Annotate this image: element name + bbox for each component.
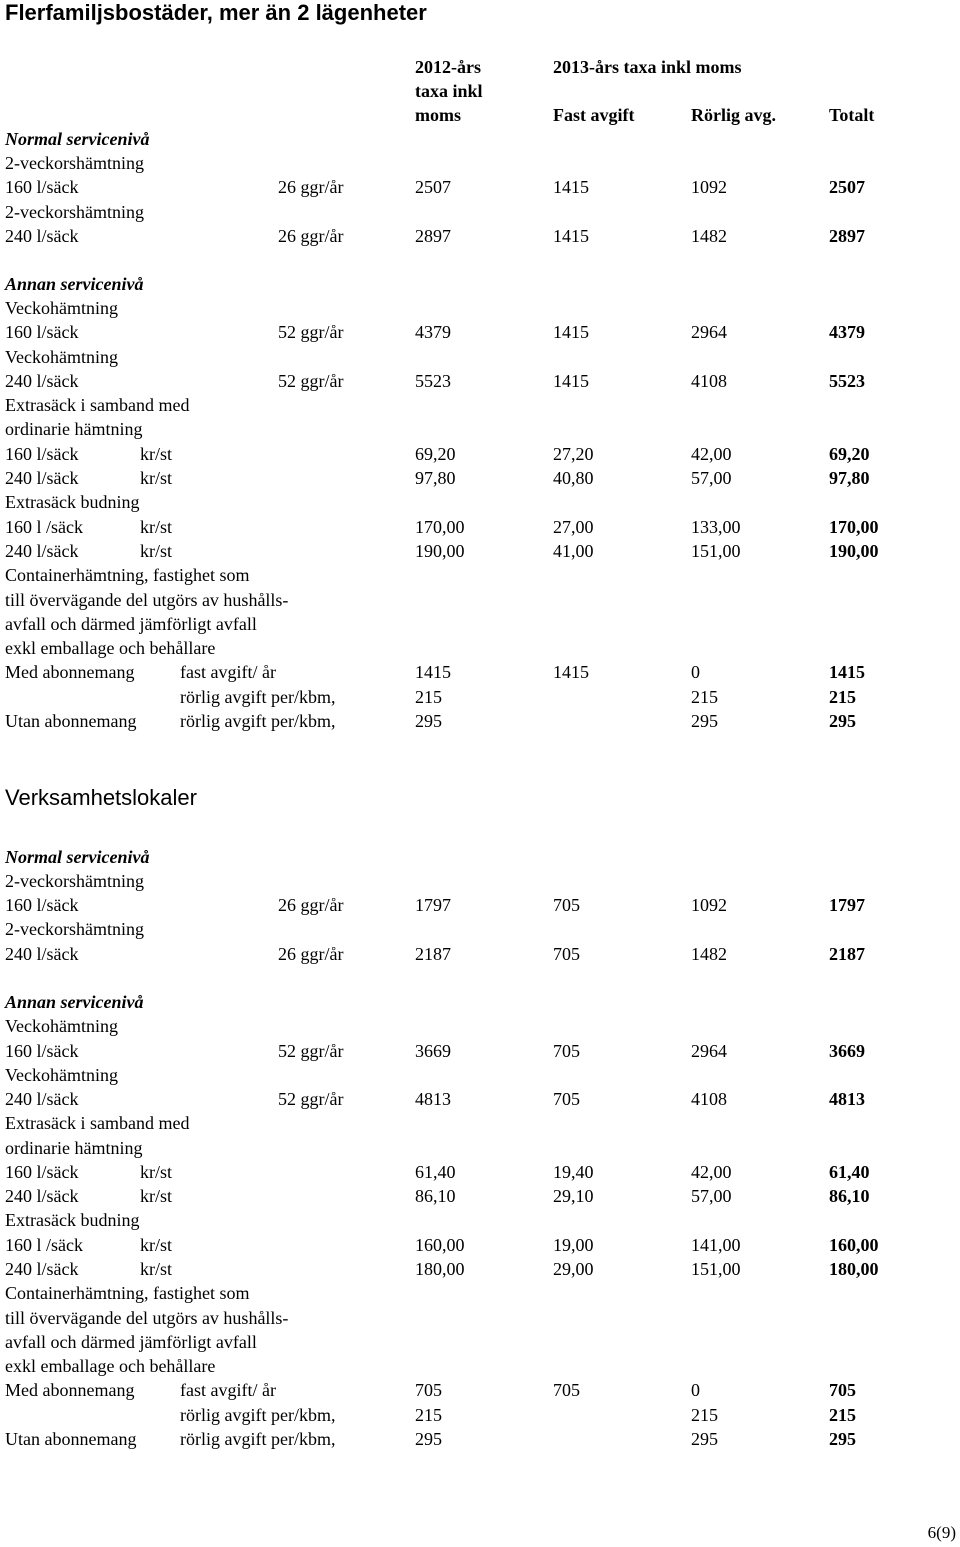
s1-row-totalt: 69,20 <box>829 444 870 464</box>
s2-row-2012: 295 <box>415 1429 442 1449</box>
s1-row-rorlig: 1092 <box>691 177 727 197</box>
s2-row-totalt: 4813 <box>829 1089 865 1109</box>
s2-row-fast: 705 <box>553 944 580 964</box>
s1-row-totalt: 97,80 <box>829 468 870 488</box>
s1-row-totalt: 190,00 <box>829 541 879 561</box>
s2-extrasack-budning-heading: Extrasäck budning <box>5 1210 140 1230</box>
s2-row-label: 160 l /säck <box>5 1235 83 1255</box>
s2-row-rorlig: 57,00 <box>691 1186 732 1206</box>
s1-row-label: 240 l/säck <box>5 541 79 561</box>
s1-row-rorlig: 215 <box>691 687 718 707</box>
s1-row-totalt: 215 <box>829 687 856 707</box>
s1-row-frequency: 26 ggr/år <box>278 177 344 197</box>
s1-row-totalt: 170,00 <box>829 517 879 537</box>
s2-row-totalt: 86,10 <box>829 1186 870 1206</box>
s2-row-fast: 705 <box>553 1041 580 1061</box>
s2-row-unit: rörlig avgift per/kbm, <box>180 1429 336 1449</box>
s1-annan-servicenivå: Annan servicenivå <box>5 274 144 294</box>
s1-row-rorlig: 42,00 <box>691 444 732 464</box>
s1-row-unit: kr/st <box>140 468 173 488</box>
s1-row-fast: 1415 <box>553 322 589 342</box>
s2-row-label: Veckohämtning <box>5 1065 118 1085</box>
s2-row-totalt: 3669 <box>829 1041 865 1061</box>
s2-row-totalt: 160,00 <box>829 1235 879 1255</box>
s1-container-heading: Containerhämtning, fastighet som <box>5 565 250 585</box>
s2-row-label: 2-veckorshämtning <box>5 871 144 891</box>
s1-row-2012: 97,80 <box>415 468 456 488</box>
s2-row-unit: kr/st <box>140 1162 173 1182</box>
s2-row-2012: 3669 <box>415 1041 451 1061</box>
s1-row-label: 240 l/säck <box>5 468 79 488</box>
s2-row-2012: 61,40 <box>415 1162 456 1182</box>
s2-row-unit: kr/st <box>140 1235 173 1255</box>
s1-row-label: 160 l /säck <box>5 517 83 537</box>
s1-row-rorlig: 57,00 <box>691 468 732 488</box>
s1-row-label: 160 l/säck <box>5 177 79 197</box>
s1-row-rorlig: 151,00 <box>691 541 741 561</box>
s2-row-rorlig: 141,00 <box>691 1235 741 1255</box>
s2-row-totalt: 180,00 <box>829 1259 879 1279</box>
s1-row-rorlig: 133,00 <box>691 517 741 537</box>
s2-row-label: 2-veckorshämtning <box>5 919 144 939</box>
s1-extrasack-budning-heading: Extrasäck budning <box>5 492 140 512</box>
s1-row-2012: 2897 <box>415 226 451 246</box>
s1-row-2012: 1415 <box>415 662 451 682</box>
s2-row-rorlig: 295 <box>691 1429 718 1449</box>
s2-row-fast: 19,00 <box>553 1235 594 1255</box>
s2-row-frequency: 26 ggr/år <box>278 895 344 915</box>
s2-container-heading: avfall och därmed jämförligt avfall <box>5 1332 257 1352</box>
s2-row-2012: 160,00 <box>415 1235 465 1255</box>
s2-row-fast: 29,00 <box>553 1259 594 1279</box>
header-2012-line3: moms <box>415 105 461 125</box>
s1-row-label: Veckohämtning <box>5 347 118 367</box>
s2-annan-servicenivå: Annan servicenivå <box>5 992 144 1012</box>
s1-row-rorlig: 2964 <box>691 322 727 342</box>
s1-row-rorlig: 1482 <box>691 226 727 246</box>
header-2012-line1: 2012-års <box>415 57 481 77</box>
s2-row-rorlig: 1092 <box>691 895 727 915</box>
s2-row-label: 240 l/säck <box>5 944 79 964</box>
s2-row-label: 160 l/säck <box>5 1162 79 1182</box>
s1-row-frequency: 52 ggr/år <box>278 322 344 342</box>
s1-row-totalt: 1415 <box>829 662 865 682</box>
s1-row-fast: 27,00 <box>553 517 594 537</box>
s2-row-totalt: 705 <box>829 1380 856 1400</box>
s2-row-frequency: 52 ggr/år <box>278 1089 344 1109</box>
s1-container-heading: exkl emballage och behållare <box>5 638 216 658</box>
s1-row-unit: rörlig avgift per/kbm, <box>180 711 336 731</box>
s2-row-2012: 705 <box>415 1380 442 1400</box>
s2-row-fast: 19,40 <box>553 1162 594 1182</box>
s2-row-label: 240 l/säck <box>5 1089 79 1109</box>
s2-row-rorlig: 151,00 <box>691 1259 741 1279</box>
s2-row-label: Veckohämtning <box>5 1016 118 1036</box>
s1-row-unit: kr/st <box>140 517 173 537</box>
s1-row-frequency: 52 ggr/år <box>278 371 344 391</box>
page-number: 6(9) <box>927 1523 956 1542</box>
s1-row-label: 160 l/säck <box>5 444 79 464</box>
s1-extrasack-heading: Extrasäck i samband med <box>5 395 190 415</box>
s1-row-2012: 170,00 <box>415 517 465 537</box>
s1-row-unit: kr/st <box>140 444 173 464</box>
s2-row-totalt: 295 <box>829 1429 856 1449</box>
header-totalt: Totalt <box>829 105 875 125</box>
s1-row-label: 160 l/säck <box>5 322 79 342</box>
s2-container-heading: Containerhämtning, fastighet som <box>5 1283 250 1303</box>
s1-row-2012: 69,20 <box>415 444 456 464</box>
s2-row-rorlig: 0 <box>691 1380 700 1400</box>
s2-row-rorlig: 215 <box>691 1405 718 1425</box>
s1-row-label: Veckohämtning <box>5 298 118 318</box>
s2-row-unit: rörlig avgift per/kbm, <box>180 1405 336 1425</box>
s2-row-fast: 705 <box>553 1089 580 1109</box>
s2-row-label: 240 l/säck <box>5 1186 79 1206</box>
s2-container-heading: till övervägande del utgörs av hushålls- <box>5 1308 289 1328</box>
s2-row-label: 160 l/säck <box>5 1041 79 1061</box>
s2-row-fast: 705 <box>553 895 580 915</box>
s1-row-label: Med abonnemang <box>5 662 135 682</box>
header-fast-avgift: Fast avgift <box>553 105 635 125</box>
s1-row-label: 2-veckorshämtning <box>5 153 144 173</box>
s2-row-2012: 4813 <box>415 1089 451 1109</box>
s1-row-label: 2-veckorshämtning <box>5 202 144 222</box>
s2-row-2012: 86,10 <box>415 1186 456 1206</box>
s1-row-2012: 2507 <box>415 177 451 197</box>
s1-extrasack-heading: ordinarie hämtning <box>5 419 143 439</box>
section-title-verksamhetslokaler: Verksamhetslokaler <box>5 785 197 810</box>
s2-container-heading: exkl emballage och behållare <box>5 1356 216 1376</box>
s1-row-2012: 295 <box>415 711 442 731</box>
s2-row-frequency: 52 ggr/år <box>278 1041 344 1061</box>
s2-row-unit: kr/st <box>140 1186 173 1206</box>
s2-row-fast: 29,10 <box>553 1186 594 1206</box>
s1-row-2012: 5523 <box>415 371 451 391</box>
s2-row-frequency: 26 ggr/år <box>278 944 344 964</box>
s2-row-label: 160 l/säck <box>5 895 79 915</box>
s1-row-totalt: 295 <box>829 711 856 731</box>
s2-row-2012: 215 <box>415 1405 442 1425</box>
s1-row-fast: 1415 <box>553 662 589 682</box>
s2-row-label: 240 l/säck <box>5 1259 79 1279</box>
s1-row-label: 240 l/säck <box>5 226 79 246</box>
s2-row-rorlig: 42,00 <box>691 1162 732 1182</box>
s1-row-fast: 1415 <box>553 371 589 391</box>
s1-normal-servicenivå: Normal servicenivå <box>5 129 150 149</box>
s1-row-fast: 40,80 <box>553 468 594 488</box>
s1-row-fast: 1415 <box>553 177 589 197</box>
s1-row-rorlig: 4108 <box>691 371 727 391</box>
s2-row-totalt: 215 <box>829 1405 856 1425</box>
s2-row-unit: kr/st <box>140 1259 173 1279</box>
s1-row-fast: 27,20 <box>553 444 594 464</box>
s1-row-unit: rörlig avgift per/kbm, <box>180 687 336 707</box>
header-rorlig-avg: Rörlig avg. <box>691 105 776 125</box>
s2-row-rorlig: 1482 <box>691 944 727 964</box>
s2-row-fast: 705 <box>553 1380 580 1400</box>
s2-row-unit: fast avgift/ år <box>180 1380 276 1400</box>
s2-row-2012: 2187 <box>415 944 451 964</box>
s1-row-label: Utan abonnemang <box>5 711 137 731</box>
s1-row-2012: 215 <box>415 687 442 707</box>
s2-extrasack-heading: Extrasäck i samband med <box>5 1113 190 1133</box>
s1-row-2012: 4379 <box>415 322 451 342</box>
s2-extrasack-heading: ordinarie hämtning <box>5 1138 143 1158</box>
s2-row-2012: 180,00 <box>415 1259 465 1279</box>
s1-row-totalt: 2897 <box>829 226 865 246</box>
s1-container-heading: avfall och därmed jämförligt avfall <box>5 614 257 634</box>
s1-row-2012: 190,00 <box>415 541 465 561</box>
s2-row-2012: 1797 <box>415 895 451 915</box>
s1-row-rorlig: 0 <box>691 662 700 682</box>
s1-row-fast: 1415 <box>553 226 589 246</box>
s2-row-label: Med abonnemang <box>5 1380 135 1400</box>
s1-row-unit: kr/st <box>140 541 173 561</box>
header-2012-line2: taxa inkl <box>415 81 483 101</box>
s1-row-totalt: 2507 <box>829 177 865 197</box>
s1-row-rorlig: 295 <box>691 711 718 731</box>
s1-row-totalt: 4379 <box>829 322 865 342</box>
s2-row-totalt: 1797 <box>829 895 865 915</box>
s2-normal-servicenivå: Normal servicenivå <box>5 847 150 867</box>
s1-container-heading: till övervägande del utgörs av hushålls- <box>5 590 289 610</box>
s2-row-rorlig: 4108 <box>691 1089 727 1109</box>
s1-row-label: 240 l/säck <box>5 371 79 391</box>
s2-row-totalt: 2187 <box>829 944 865 964</box>
s1-row-unit: fast avgift/ år <box>180 662 276 682</box>
page-title: Flerfamiljsbostäder, mer än 2 lägenheter <box>5 0 427 25</box>
s2-row-label: Utan abonnemang <box>5 1429 137 1449</box>
s1-row-frequency: 26 ggr/år <box>278 226 344 246</box>
s2-row-totalt: 61,40 <box>829 1162 870 1182</box>
header-2013: 2013-års taxa inkl moms <box>553 57 742 77</box>
s2-row-rorlig: 2964 <box>691 1041 727 1061</box>
s1-row-totalt: 5523 <box>829 371 865 391</box>
s1-row-fast: 41,00 <box>553 541 594 561</box>
